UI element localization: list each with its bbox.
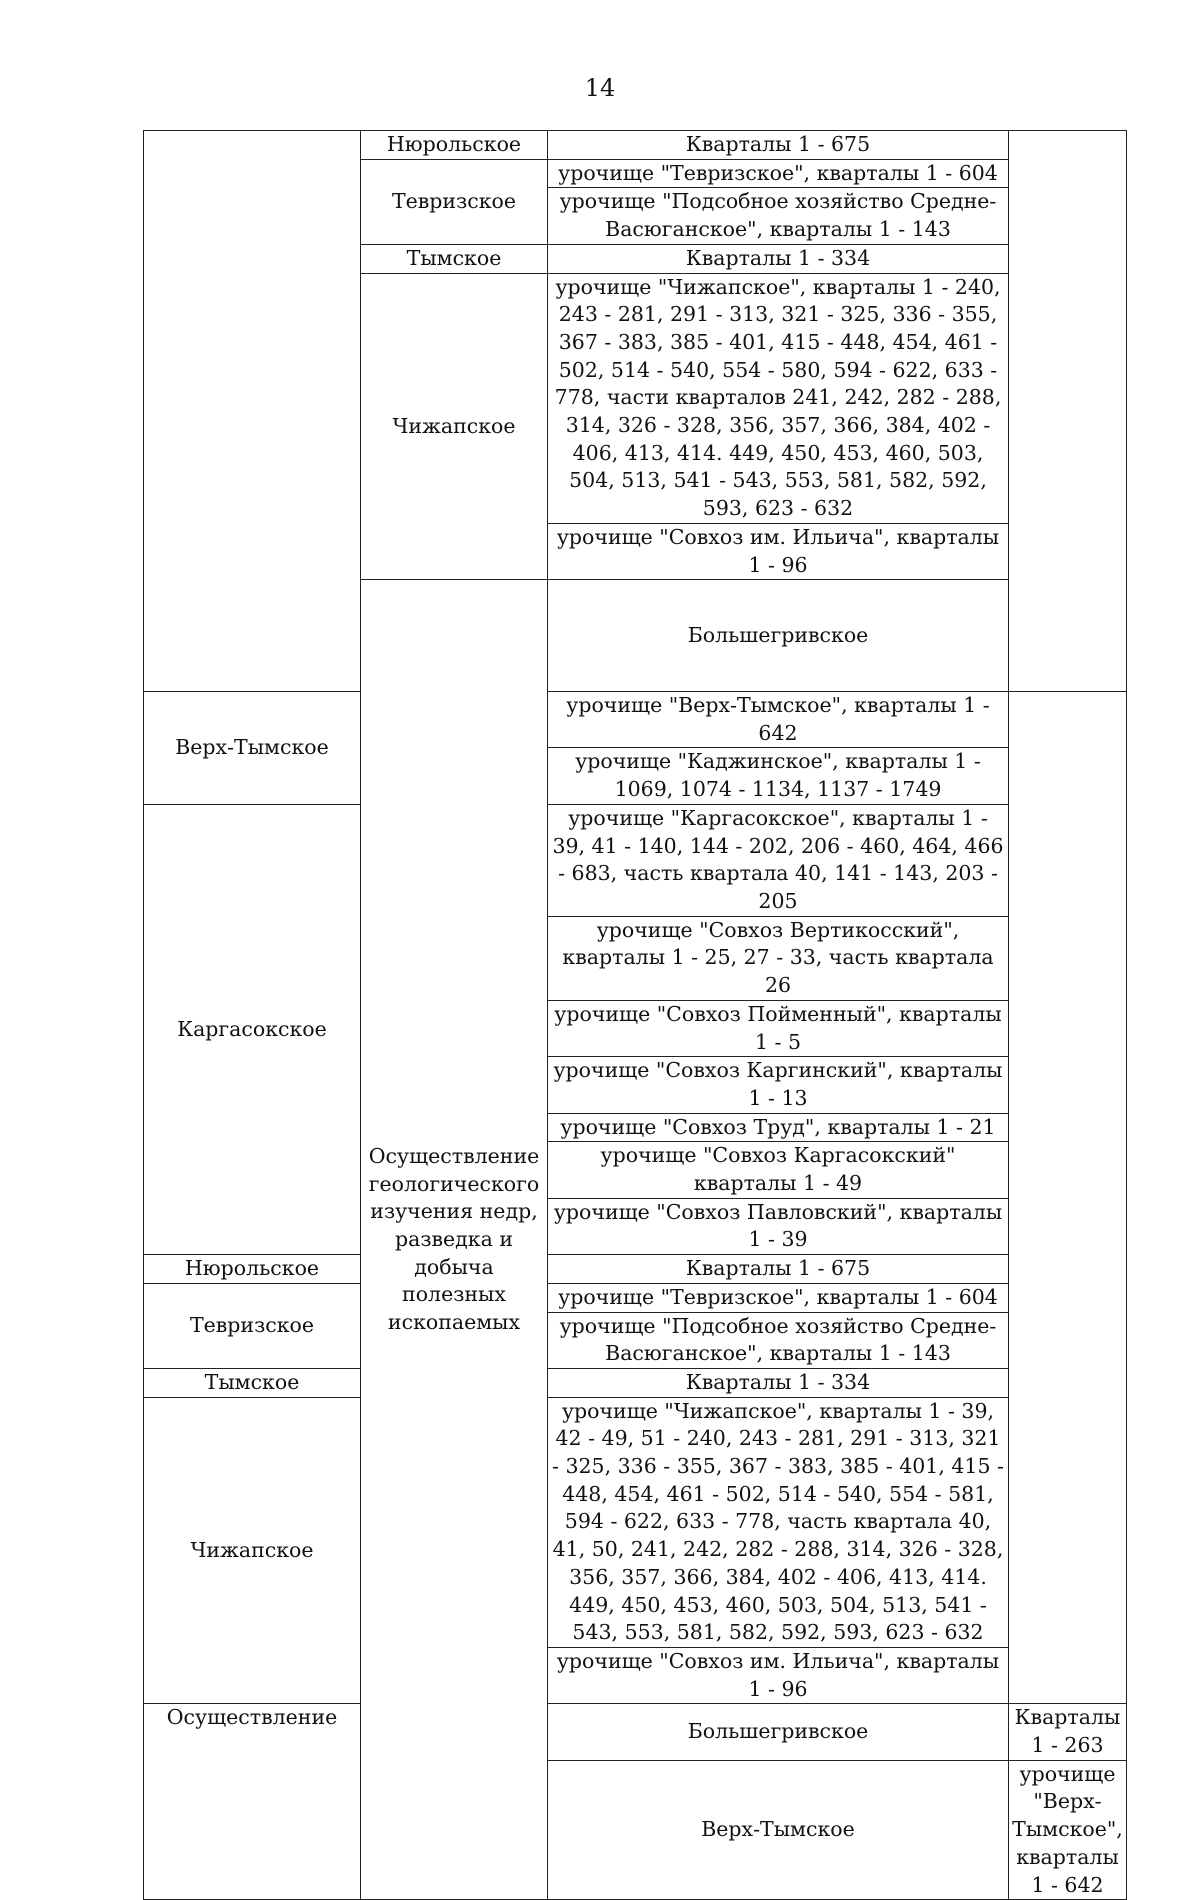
- area-cell: урочище "Совхоз Каргинский", кварталы 1 - 13: [548, 1057, 1009, 1113]
- activity-cell: [144, 131, 361, 692]
- activity-cell: Осуществление геологического изучения недр, разведка и добыча полезных ископаемых: [361, 580, 548, 1900]
- table-row: [144, 804, 1127, 916]
- forestry-cell: Большегривское: [548, 580, 1009, 692]
- area-cell: урочище "Каргасокское", кварталы 1 - 39, 41 - 140, 144 - 202, 206 - 460, 464, 466 - 683, часть квартала 40, 141 - 143, 203 - 205: [548, 804, 1009, 916]
- table-row: [144, 1397, 1127, 1647]
- area-cell: Кварталы 1 - 675: [548, 1255, 1009, 1284]
- table-row: [144, 1255, 1127, 1284]
- forestry-cell: Чижапское: [144, 1397, 361, 1704]
- table-row: [144, 1704, 1127, 1760]
- area-cell: Кварталы 1 - 334: [548, 244, 1009, 273]
- area-cell: урочище "Совхоз Павловский", кварталы 1 - 39: [548, 1198, 1009, 1254]
- forestry-cell: Тевризское: [144, 1283, 361, 1368]
- area-cell: урочище "Тевризское", кварталы 1 - 604: [548, 159, 1009, 188]
- area-cell: урочище "Совхоз им. Ильича", кварталы 1 - 96: [548, 523, 1009, 579]
- area-cell: урочище "Совхоз Каргасокский" кварталы 1 - 49: [548, 1142, 1009, 1198]
- area-cell: урочище "Верх-Тымское", кварталы 1 - 642: [1009, 1760, 1127, 1900]
- number-cell: [1009, 131, 1127, 692]
- area-cell: урочище "Подсобное хозяйство Средне-Васюганское", кварталы 1 - 143: [548, 188, 1009, 244]
- area-cell: урочище "Совхоз Пойменный", кварталы 1 - 5: [548, 1000, 1009, 1056]
- area-cell: урочище "Верх-Тымское", кварталы 1 - 642: [548, 692, 1009, 748]
- forestry-cell: Тымское: [144, 1368, 361, 1397]
- page-number: 14: [584, 74, 616, 102]
- table-row: [144, 1368, 1127, 1397]
- table-row: [144, 131, 1127, 160]
- table-row: [144, 692, 1127, 748]
- activity-cell: Осуществление: [144, 1704, 361, 1900]
- forestry-cell: Нюрольское: [361, 131, 548, 160]
- forestry-cell: Нюрольское: [144, 1255, 361, 1284]
- forestry-cell: Тевризское: [361, 159, 548, 244]
- forestry-cell: Верх-Тымское: [144, 692, 361, 805]
- area-cell: Кварталы 1 - 334: [548, 1368, 1009, 1397]
- area-cell: Кварталы 1 - 675: [548, 131, 1009, 160]
- forestry-table: [143, 130, 1127, 1900]
- forestry-cell: Верх-Тымское: [548, 1760, 1009, 1900]
- forestry-cell: Тымское: [361, 244, 548, 273]
- area-cell: урочище "Совхоз Вертикосский", кварталы 1 - 25, 27 - 33, часть квартала 26: [548, 916, 1009, 1000]
- forestry-cell: Большегривское: [548, 1704, 1009, 1760]
- forestry-cell: Каргасокское: [144, 804, 361, 1254]
- area-cell: урочище "Чижапское", кварталы 1 - 39, 42 - 49, 51 - 240, 243 - 281, 291 - 313, 321 - 325, 336 - 355, 367 - 383, 385 - 401, 415 - 448, 454, 461 - 502, 514 - 540, 554 - 581, 594 - 622, 633 - 778, часть квартала 40, 41, 50, 241, 242, 282 - 288, 314, 326 - 328, 356, 357, 366, 384, 402 - 406, 413, 414. 449, 450, 453, 460, 503, 504, 513, 541 - 543, 553, 581, 582, 592, 593, 623 - 632: [548, 1397, 1009, 1647]
- area-cell: урочище "Совхоз им. Ильича", кварталы 1 - 96: [548, 1647, 1009, 1703]
- table-row: [144, 1283, 1127, 1312]
- area-cell: Кварталы 1 - 263: [1009, 1704, 1127, 1760]
- forestry-cell: Чижапское: [361, 273, 548, 580]
- area-cell: урочище "Совхоз Труд", кварталы 1 - 21: [548, 1113, 1009, 1142]
- area-cell: урочище "Тевризское", кварталы 1 - 604: [548, 1283, 1009, 1312]
- area-cell: урочище "Подсобное хозяйство Средне-Васюганское", кварталы 1 - 143: [548, 1312, 1009, 1368]
- area-cell: урочище "Чижапское", кварталы 1 - 240, 243 - 281, 291 - 313, 321 - 325, 336 - 355, 367 - 383, 385 - 401, 415 - 448, 454, 461 - 502, 514 - 540, 554 - 580, 594 - 622, 633 - 778, части кварталов 241, 242, 282 - 288, 314, 326 - 328, 356, 357, 366, 384, 402 - 406, 413, 414. 449, 450, 453, 460, 503, 504, 513, 541 - 543, 553, 581, 582, 592, 593, 623 - 632: [548, 273, 1009, 523]
- area-cell: урочище "Каджинское", кварталы 1 - 1069, 1074 - 1134, 1137 - 1749: [548, 748, 1009, 804]
